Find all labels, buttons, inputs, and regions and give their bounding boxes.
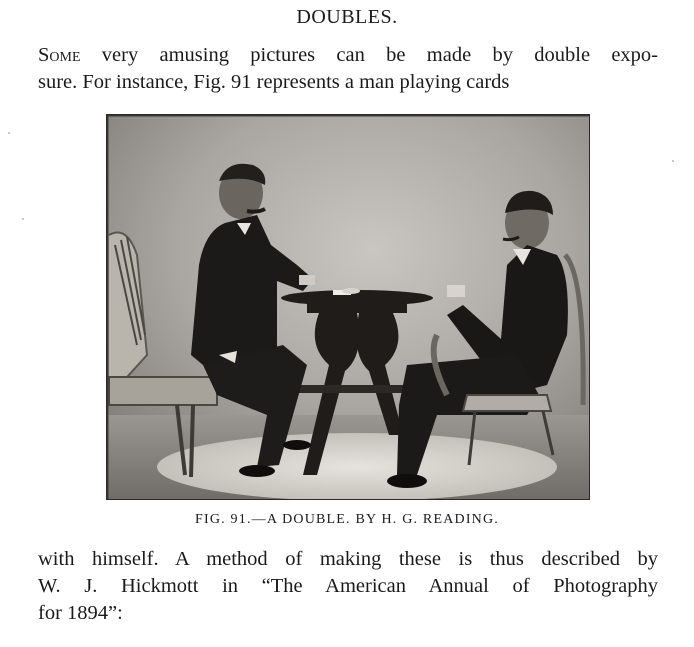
line-text: very amusing pictures can be made by double expo- xyxy=(80,44,658,66)
drop-smallcaps: Some xyxy=(38,44,81,66)
paragraph-bottom xyxy=(38,546,658,627)
paper-speck xyxy=(672,160,674,162)
figure-photograph xyxy=(106,114,590,500)
paper-speck xyxy=(8,132,10,134)
paragraph-line: for 1894”: xyxy=(38,602,123,624)
figure-caption: FIG. 91.—A DOUBLE. BY H. G. READING. xyxy=(194,512,499,527)
paragraph-top xyxy=(38,42,658,96)
paragraph-line: with himself. A method of making these is thus described by xyxy=(38,548,658,570)
paragraph-line: sure. For instance, Fig. 91 represents a man playing cards xyxy=(38,71,510,93)
paragraph-line: W. J. Hickmott in “The American Annual of Photography xyxy=(38,575,658,597)
paragraph-line xyxy=(38,42,658,69)
paper-speck xyxy=(22,218,24,220)
photograph-two-men-playing-cards xyxy=(107,115,590,500)
running-heading: DOUBLES. xyxy=(296,6,398,28)
